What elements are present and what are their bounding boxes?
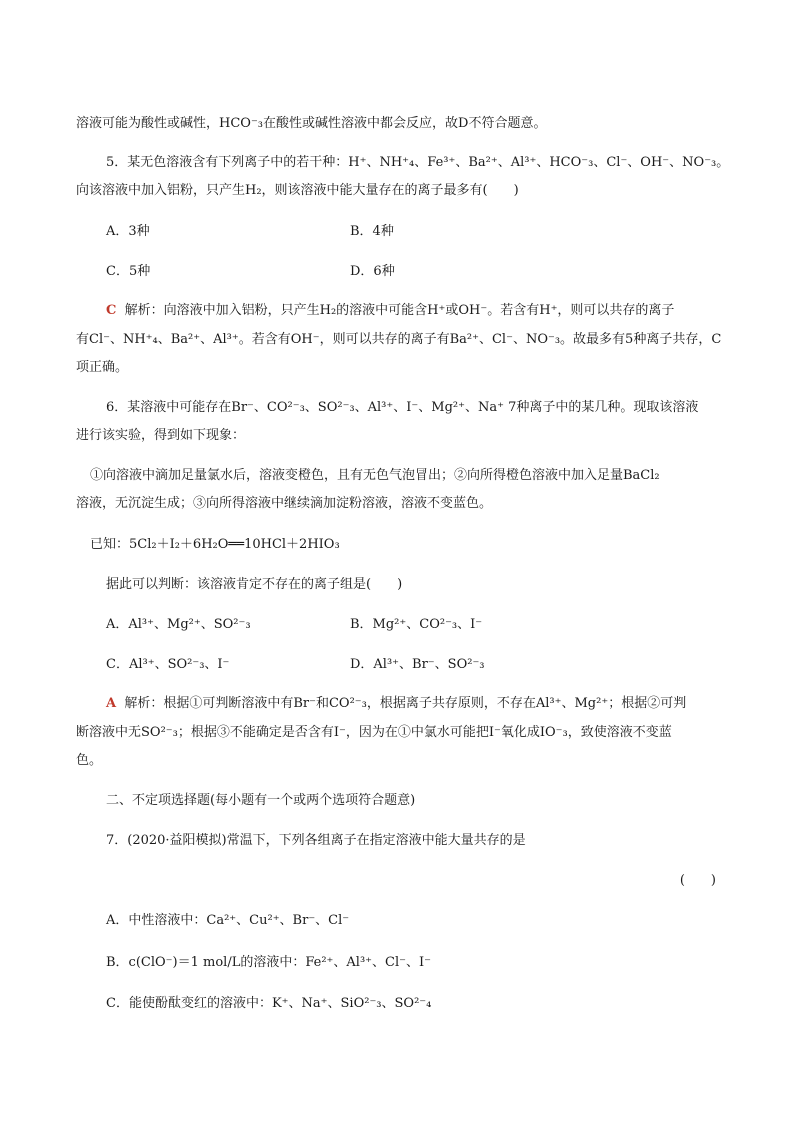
explanation-text: 解析：根据①可判断溶液中有Br⁻和CO²⁻₃，根据离子共存原则，不存在Al³⁺、Mg²⁺；根据②可判 (124, 696, 687, 711)
answer-line (106, 694, 686, 714)
question-6-ask: 据此可以判断：该溶液肯定不存在的离子组是( ) (106, 577, 403, 592)
option-b: B．c(ClO⁻)＝1 mol/L的溶液中：Fe²⁺、Al³⁺、Cl⁻、I⁻ (106, 955, 431, 970)
answer-blank: ( ) (679, 873, 716, 888)
option-b: B．Mg²⁺、CO²⁻₃、I⁻ (350, 617, 483, 632)
question-5-stem: 5．某无色溶液含有下列离子中的若干种：H⁺、NH⁺₄、Fe³⁺、Ba²⁺、Al³⁺、HCO⁻₃、Cl⁻、OH⁻、NO⁻₃。 (106, 155, 730, 170)
given-equation: 已知：5Cl₂＋I₂＋6H₂O══10HCl＋2HIO₃ (90, 537, 340, 552)
explanation-cont: 有Cl⁻、NH⁺₄、Ba²⁺、Al³⁺。若含有OH⁻，则可以共存的离子有Ba²⁺、Cl⁻、NO⁻₃。故最多有5种离子共存，C (76, 332, 722, 347)
option-c: C．Al³⁺、SO²⁻₃、I⁻ (106, 657, 230, 672)
explanation-cont: 项正确。 (76, 360, 129, 375)
option-d: D．Al³⁺、Br⁻、SO²⁻₃ (350, 657, 485, 672)
option-b: B．4种 (350, 224, 394, 239)
text-line: 溶液可能为酸性或碱性，HCO⁻₃在酸性或碱性溶液中都会反应，故D不符合题意。 (76, 116, 547, 131)
explanation-text: 解析：向溶液中加入铝粉，只产生H₂的溶液中可能含H⁺或OH⁻。若含有H⁺，则可以共存的离子 (124, 303, 675, 318)
answer-letter: C (106, 303, 117, 318)
explanation-cont: 色。 (76, 753, 103, 768)
observation-text: ①向溶液中滴加足量氯水后，溶液变橙色，且有无色气泡冒出；②向所得橙色溶液中加入足量BaCl₂ (90, 468, 660, 483)
option-c: C．能使酚酞变红的溶液中：K⁺、Na⁺、SiO²⁻₃、SO²⁻₄ (106, 996, 432, 1011)
question-7-stem: 7．(2020·益阳模拟)常温下，下列各组离子在指定溶液中能大量共存的是 (106, 833, 526, 848)
option-a: A．3种 (106, 224, 150, 239)
option-c: C．5种 (106, 264, 151, 279)
answer-letter: A (106, 696, 117, 711)
option-a: A．Al³⁺、Mg²⁺、SO²⁻₃ (106, 617, 251, 632)
explanation-cont: 断溶液中无SO²⁻₃；根据③不能确定是否含有I⁻，因为在①中氯水可能把I⁻氧化成IO⁻₃，致使溶液不变蓝 (76, 725, 672, 740)
question-6-stem-cont: 进行该实验，得到如下现象： (76, 428, 246, 443)
answer-line (106, 301, 674, 321)
question-6-stem: 6．某溶液中可能存在Br⁻、CO²⁻₃、SO²⁻₃、Al³⁺、I⁻、Mg²⁺、Na⁺ 7种离子中的某几种。现取该溶液 (106, 400, 699, 415)
option-d: D．6种 (350, 264, 395, 279)
observation-text-cont: 溶液，无沉淀生成；③向所得溶液中继续滴加淀粉溶液，溶液不变蓝色。 (76, 496, 493, 511)
option-a: A．中性溶液中：Ca²⁺、Cu²⁺、Br⁻、Cl⁻ (106, 913, 350, 928)
question-5-stem-cont: 向该溶液中加入铝粉，只产生H₂，则该溶液中能大量存在的离子最多有( ) (76, 183, 519, 198)
section-heading: 二、不定项选择题(每小题有一个或两个选项符合题意) (106, 793, 416, 808)
